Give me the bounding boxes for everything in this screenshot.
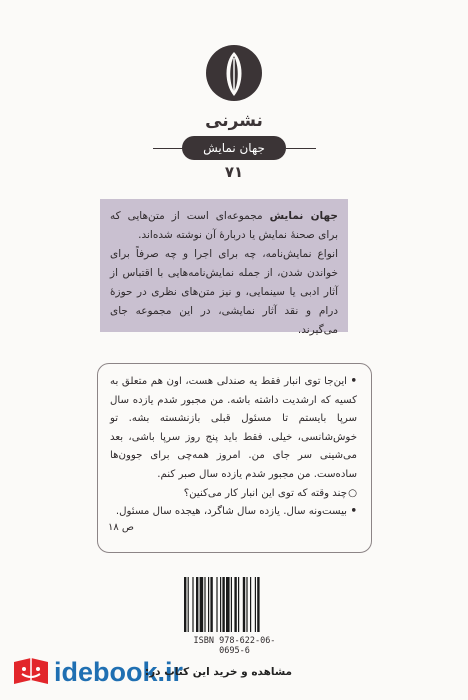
barcode-bar	[204, 577, 205, 632]
barcode-bar	[257, 577, 259, 632]
barcode-bar	[208, 577, 209, 632]
book-excerpt	[97, 363, 372, 553]
description-para-1	[110, 207, 338, 245]
publisher-name: نشرنی	[205, 111, 263, 131]
bullet-filled: •	[350, 376, 357, 387]
excerpt-para-3	[110, 503, 357, 522]
barcode-bar	[222, 577, 224, 632]
series-label: جهان نمایش	[182, 136, 286, 160]
barcode-bar	[184, 577, 186, 632]
barcode-bar	[192, 577, 193, 632]
barcode-bar	[226, 577, 230, 632]
description-para-2: انواع نمایش‌نامه، چه برای اجرا و چه صرفاً برای خواندن شدن، از جمله نمایش‌نامه‌هایی با اقتباس از آثار ادبی یا سینمایی، و نیز متن‌های نظری در حوزهٔ درام و نقد آثار نمایشی، در این مجموعه جای می‌گیرند.	[110, 248, 338, 336]
watermark-site: idebook.ir	[54, 657, 184, 687]
barcode-bar	[196, 577, 198, 632]
page-reference: ص ۱۸	[108, 522, 135, 534]
bullet-hollow: ○	[348, 487, 357, 499]
barcode-bar	[220, 577, 221, 632]
excerpt-text-2: چند وقته که توی این انبار کار می‌کنین؟	[183, 487, 347, 499]
barcode-bar	[210, 577, 212, 632]
series-number: ۷۱	[224, 163, 244, 181]
barcode	[182, 577, 287, 632]
series-description	[100, 199, 348, 336]
bullet-filled: •	[350, 506, 357, 518]
series-divider-left	[153, 148, 183, 149]
isbn-number: ISBN 978-622-06-0695-6	[193, 636, 276, 656]
barcode-bar	[216, 577, 217, 632]
description-line1: مجموعه‌ای است از متن‌هایی که برای صحنهٔ نمایش یا دربارهٔ آن نوشته شده‌اند.	[110, 210, 338, 241]
barcode-bar	[231, 577, 232, 632]
barcode-bar	[255, 577, 256, 632]
barcode-bar	[243, 577, 245, 632]
reed-leaf-icon	[204, 40, 264, 106]
barcode-bar	[188, 577, 189, 632]
excerpt-text-3: بیست‌ونه سال. یازده سال شاگرد، هیجده سال مسئول.	[115, 506, 347, 518]
book-icon	[12, 654, 50, 688]
barcode-bar	[246, 577, 247, 632]
watermark-cta: مشاهده و خرید این کتاب در:	[144, 666, 292, 678]
excerpt-text-1: این‌جا توی انبار فقط یه صندلی هست، اون هم متعلق به کسیه که ارشدیت داشته باشه. من مجبور شدم یازده سال سرپا بایستم تا مسئول قبلی بازنشسته بشه. تو خوش‌شانسی، خیلی. فقط باید پنج روز سرپا باشی، بعد می‌شینی سر جای من. امروز همه‌چی برای جوون‌ها ساده‌ست. من مجبور شدم یازده سال صبر کنم.	[110, 376, 357, 480]
barcode-bar	[200, 577, 204, 632]
series-divider-right	[286, 148, 316, 149]
excerpt-para-2	[110, 485, 357, 504]
barcode-bar	[234, 577, 236, 632]
barcode-bar	[250, 577, 251, 632]
description-lead: جهان نمایش	[269, 210, 338, 222]
barcode-bar	[238, 577, 239, 632]
excerpt-para-1	[110, 373, 357, 485]
